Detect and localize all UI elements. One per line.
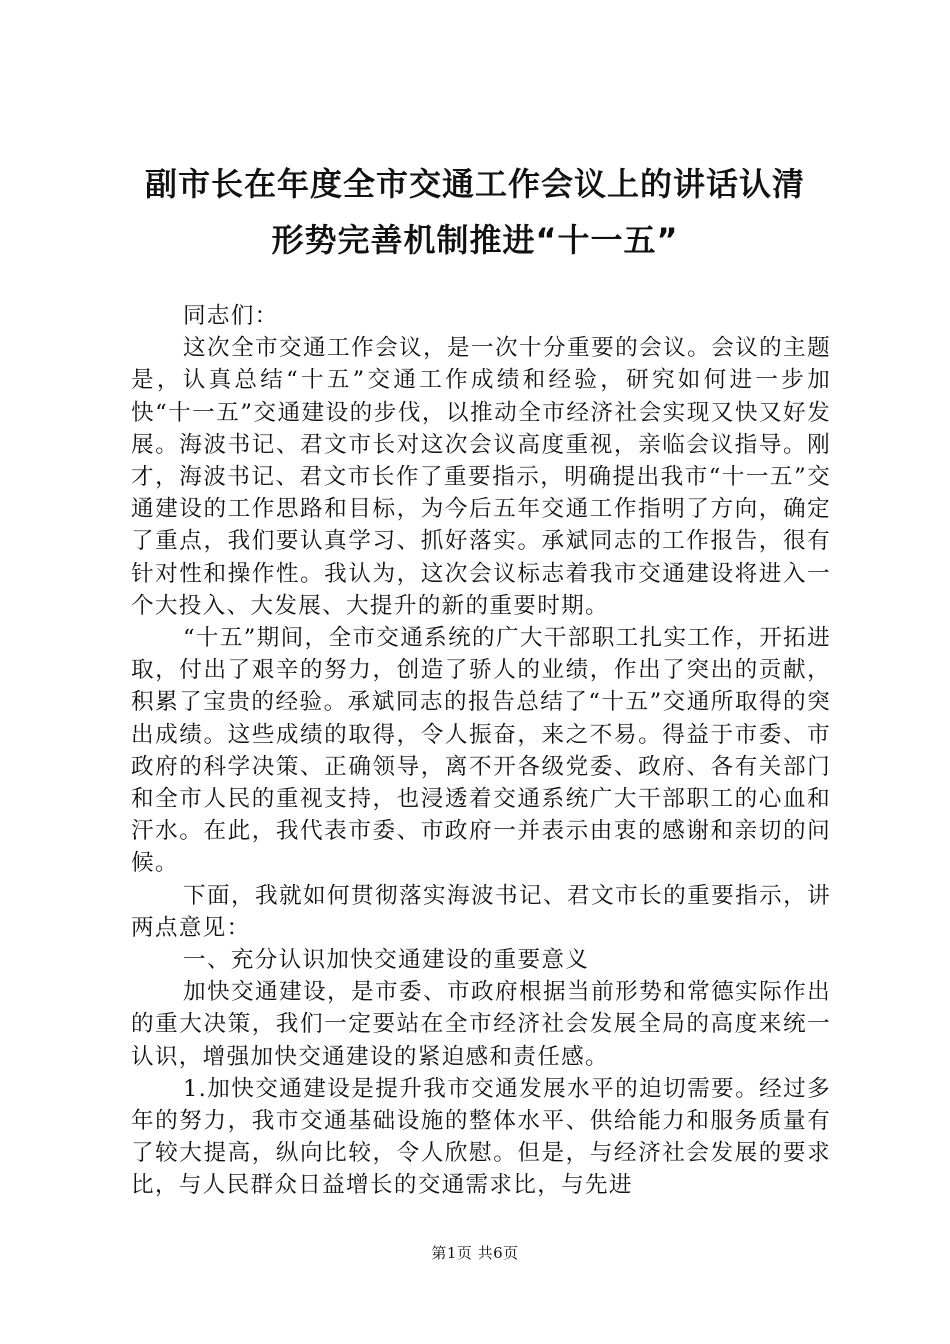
salutation: 同志们： [183,303,279,329]
document-title-line-2: 形势完善机制推进“十一五” [271,221,679,259]
page-number-footer: 第1页 共6页 [431,1244,519,1262]
body-paragraph: “十五”期间，全市交通系统的广大干部职工扎实工作，开拓进取，付出了艰辛的努力，创造了骄人的业绩，作出了突出的贡献，积累了宝贵的经验。承斌同志的报告总结了“十五”交通所取得的突出成绩。这些成绩的取得，令人振奋，来之不易。得益于市委、市政府的科学决策、正确领导，离不开各级党委、政府、各有关部门和全市人民的重视支持，也浸透着交通系统广大干部职工的心血和汗水。在此，我代表市委、市政府一并表示由衷的感谢和亲切的问候。 [131,625,831,877]
body-paragraph: 1.加快交通建设是提升我市交通发展水平的迫切需要。经过多年的努力，我市交通基础设施的整体水平、供给能力和服务质量有了较大提高，纵向比较，令人欣慰。但是，与经济社会发展的要求比，与人民群众日益增长的交通需求比，与先进 [131,1075,831,1199]
section-heading: 一、充分认识加快交通建设的重要意义 [183,947,590,974]
document-title-line-1: 副市长在年度全市交通工作会议上的讲话认清 [144,165,805,203]
body-paragraph: 这次全市交通工作会议，是一次十分重要的会议。会议的主题是，认真总结“十五”交通工作成绩和经验，研究如何进一步加快“十一五”交通建设的步伐，以推动全市经济社会实现又快又好发展。海波书记、君文市长对这次会议高度重视，亲临会议指导。刚才，海波书记、君文市长作了重要指示，明确提出我市“十一五”交通建设的工作思路和目标，为今后五年交通工作指明了方向，确定了重点，我们要认真学习、抓好落实。承斌同志的工作报告，很有针对性和操作性。我认为，这次会议标志着我市交通建设将进入一个大投入、大发展、大提升的新的重要时期。 [131,335,831,619]
body-paragraph: 加快交通建设，是市委、市政府根据当前形势和常德实际作出的重大决策，我们一定要站在全市经济社会发展全局的高度来统一认识，增强加快交通建设的紧迫感和责任感。 [131,979,831,1070]
body-paragraph: 下面，我就如何贯彻落实海波书记、君文市长的重要指示，讲两点意见： [131,882,831,941]
document-body [131,300,831,1202]
